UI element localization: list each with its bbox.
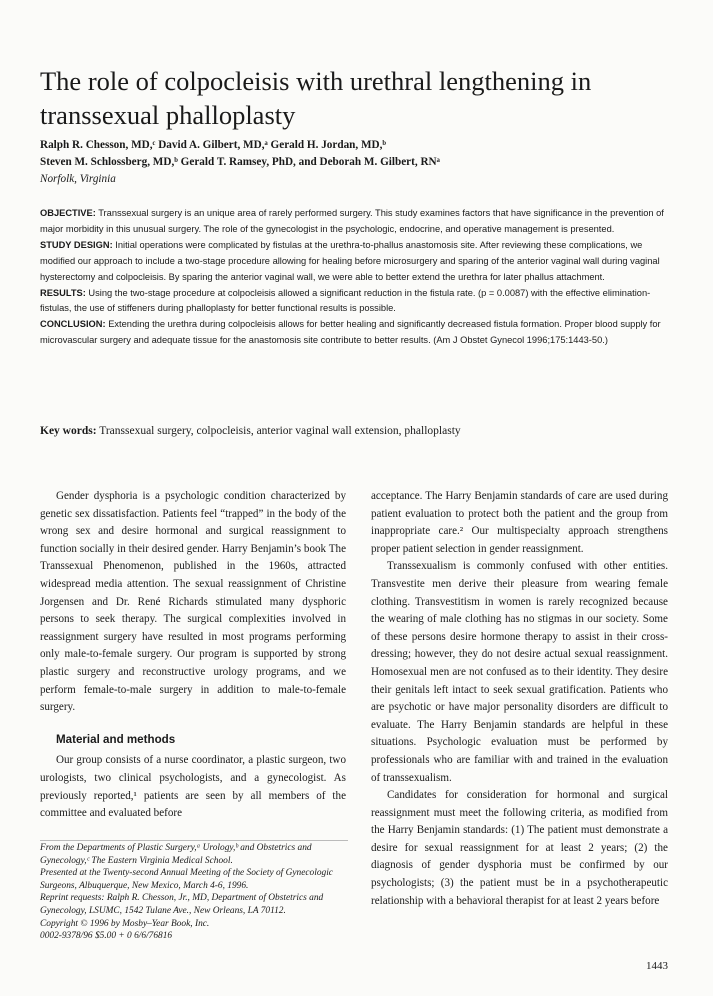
footnote-copyright: Copyright © 1996 by Mosby–Year Book, Inc.: [40, 918, 210, 929]
author-line-2: Steven M. Schlossberg, MD,ᵇ Gerald T. Ramsey, PhD, and Deborah M. Gilbert, RNᵃ: [40, 156, 440, 168]
keywords-label: Key words:: [40, 425, 97, 437]
author-list: [40, 137, 680, 188]
page-number: 1443: [646, 960, 668, 972]
abstract-conclusion-text: Extending the urethra during colpocleisis allows for better healing and significantly decreased fistula formation. Proper blood supply for microvascular surgery and adequate tissue for the anastomosis site contribute to better results. (Am J Obstet Gynecol 1996;175:1443-50.): [40, 319, 661, 346]
footnote-affiliation: From the Departments of Plastic Surgery,ᵃ Urology,ᵇ and Obstetrics and Gynecology,ᶜ The Eastern Virginia Medical School.: [40, 843, 312, 866]
abstract-conclusion-label: CONCLUSION:: [40, 319, 106, 330]
author-location: Norfolk, Virginia: [40, 173, 116, 185]
body-column-right: [371, 488, 668, 910]
body-paragraph: acceptance. The Harry Benjamin standards of care are used during patient evaluation to protect both the patient and the group from inappropriate care.² Our multispecialty approach strengthens proper patient selection in gender reassignment.: [371, 490, 668, 555]
abstract-conclusion: [40, 317, 680, 349]
abstract-results-label: RESULTS:: [40, 287, 86, 298]
abstract-design-label: STUDY DESIGN:: [40, 239, 113, 250]
abstract-results-text: Using the two-stage procedure at colpocleisis allowed a significant reduction in the fistula rate. (p = 0.0087) with the effective elimination-fistulas, the use of stiffeners during phalloplasty for better functional results is possible.: [40, 287, 651, 314]
section-heading: Material and methods: [56, 732, 176, 746]
footnote-presented: Presented at the Twenty-second Annual Meeting of the Society of Gynecologic Surgeons, Albuquerque, New Mexico, March 4-6, 1996.: [40, 868, 333, 891]
keywords-text: Transsexual surgery, colpocleisis, anterior vaginal wall extension, phalloplasty: [99, 425, 461, 437]
footnote-reprint: Reprint requests: Ralph R. Chesson, Jr., MD, Department of Obstetrics and Gynecology, LSUMC, 1542 Tulane Ave., New Orleans, LA 70112.: [40, 893, 324, 916]
keywords: [40, 425, 680, 437]
footnote-code: 0002-9378/96 $5.00 + 0 6/6/76816: [40, 931, 173, 942]
abstract-design: [40, 238, 680, 286]
article-title: The role of colpocleisis with urethral lengthening in transsexual phalloplasty: [40, 65, 592, 130]
abstract-objective-text: Transsexual surgery is an unique area of rarely performed surgery. This study examines factors that have significance in the prevention of major morbidity in this unusual surgery. The role of the gynecologist in the psychologic, endocrine, and operative management is presented.: [40, 208, 664, 234]
abstract: [40, 206, 680, 349]
body-paragraph: Gender dysphoria is a psychologic condition characterized by genetic sex dissatisfaction. Patients feel “trapped” in the body of the wrong sex and desire hormonal and surgical reassignment to function socially in their desired gender. Harry Benjamin’s book The Transsexual Phenomenon, published in the 1960s, attracted widespread media attention. The sexual reassignment of Christine Jorgensen and Dr. René Richards stimulated many dysphoric persons to seek therapy. The surgical complexities involved in reassignment surgery have resulted in most programs performing only male-to-female surgery. Our program is supported by strong plastic surgery and reconstructive urology programs, and we perform female-to-male surgery in addition to male-to-female surgery.: [40, 490, 346, 714]
footnotes: [40, 840, 348, 943]
author-line-1: Ralph R. Chesson, MD,ᶜ David A. Gilbert, MD,ᵃ Gerald H. Jordan, MD,ᵇ: [40, 139, 387, 151]
body-paragraph: Candidates for consideration for hormonal and surgical reassignment must meet the following criteria, as modified from the Harry Benjamin standards: (1) The patient must demonstrate a desire for sexual reassignment for at least 2 years; (2) the diagnosis of gender dysphoria must be confirmed by our psychologists; (3) the patient must be in a psychotherapeutic relationship with a behavioral therapist for at least 2 years before: [371, 789, 668, 907]
abstract-results: [40, 286, 680, 318]
body-column-left: [40, 488, 346, 823]
body-paragraph: Transsexualism is commonly confused with other entities. Transvestite men derive their pleasure from wearing female clothing. Transvestitism in women is rarely recognized because the wearing of male clothing has no stigmas in our society. Some of these persons desire hormone therapy to assist in their cross-dressing; however, they do not desire actual sexual reassignment. Homosexual men are not confused as to their identity. They desire their genitals left intact to seek sexual gratification. Patients who are psychotic or have major personality disorders are difficult to evaluate. The Harry Benjamin standards are helpful in these situations. Psychologic evaluation must be performed by professionals who are familiar with and trained in the evaluation of transsexualism.: [371, 560, 668, 784]
abstract-objective-label: OBJECTIVE:: [40, 208, 96, 218]
body-paragraph: Our group consists of a nurse coordinator, a plastic surgeon, two urologists, two clinical psychologists, and a gynecologist. As previously reported,¹ patients are seen by all members of the committee and evaluated before: [40, 754, 346, 820]
abstract-design-text: Initial operations were complicated by fistulas at the urethra-to-phallus anastomosis site. After reviewing these complications, we modified our approach to include a two-stage procedure allowing for healing before microsurgery and sparing of the anterior vaginal wall during vaginal hysterectomy and colpocleisis. By sparing the anterior vaginal wall, we were able to better extend the urethra for later phallus attachment.: [40, 239, 660, 282]
abstract-objective: [40, 206, 680, 238]
